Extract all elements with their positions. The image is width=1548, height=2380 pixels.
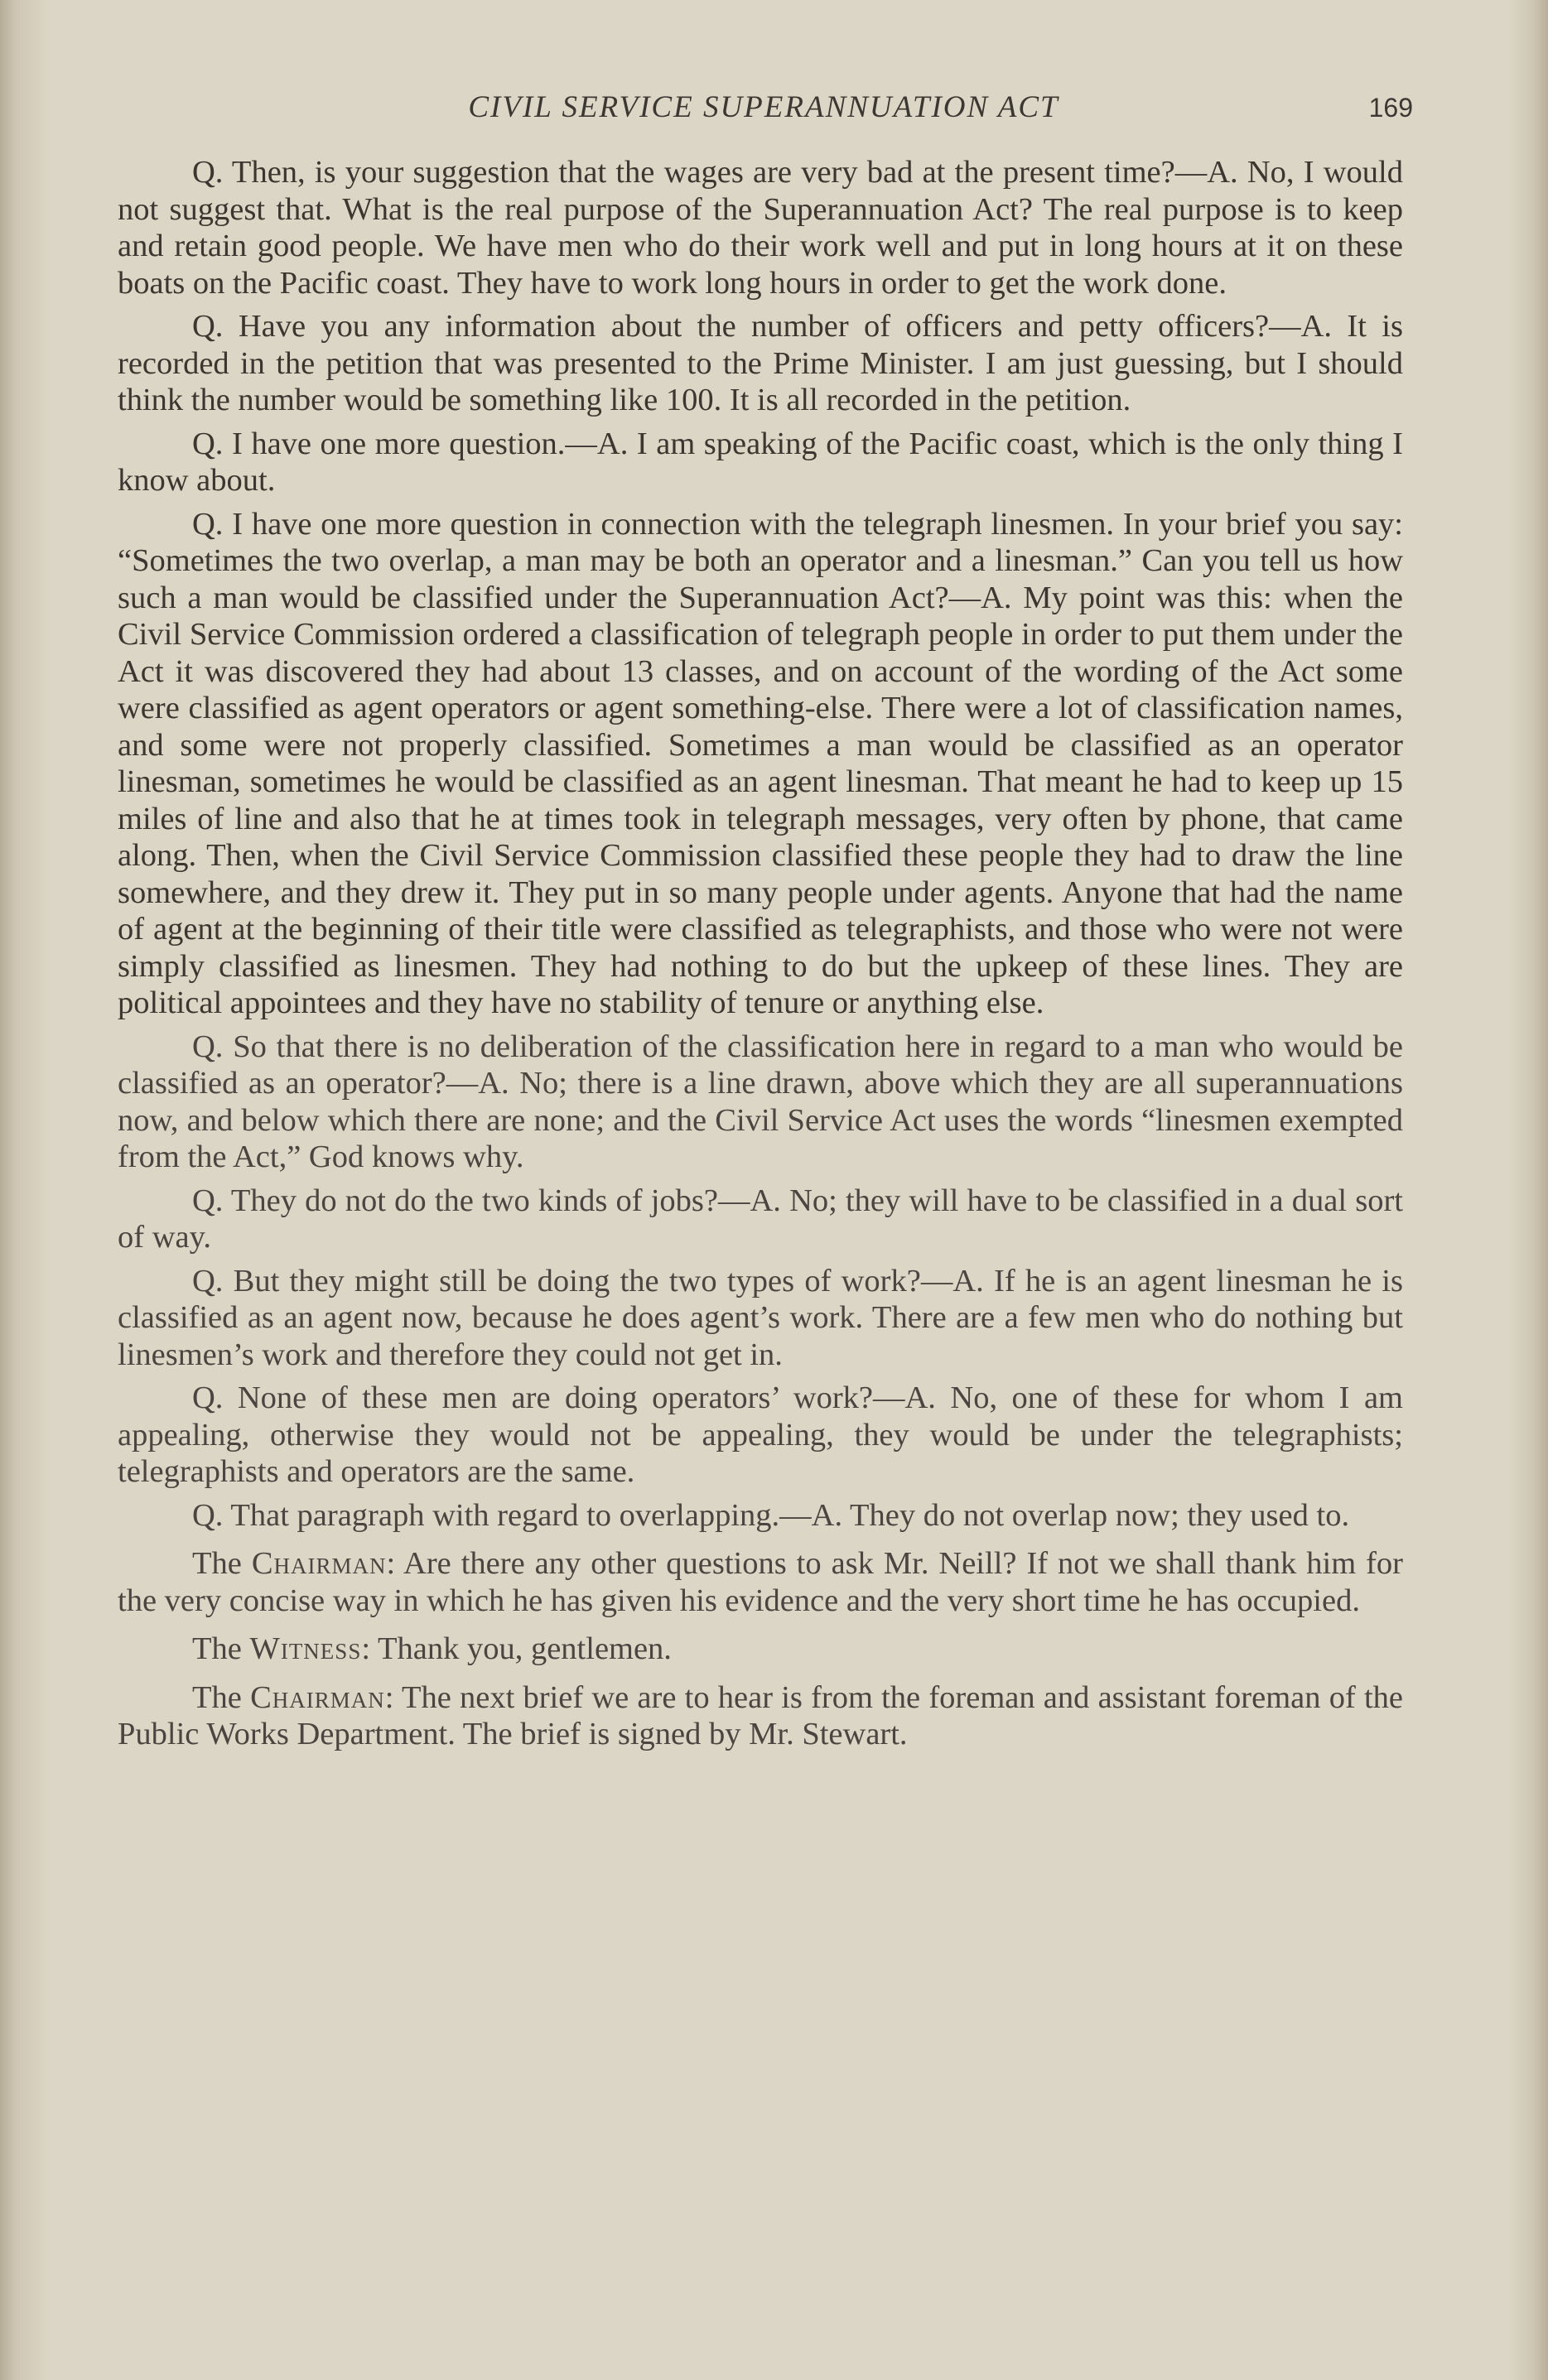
- speaker-colon: :: [386, 1546, 396, 1581]
- paragraph-officers-question: Q. Have you any information about the number of officers and petty officers?—A. It is recorded in the petition that was presented to the Prime Minister. I am just guessing, but I should think the number would be something like 100. It is all recorded in the petition.: [118, 309, 1403, 417]
- paragraph-two-kinds-of-jobs: Q. They do not do the two kinds of jobs?—A. No; they will have to be classified in a dual sort of way.: [118, 1183, 1403, 1255]
- body-text: [118, 154, 1403, 1760]
- paragraph-telegraph-linesmen: Q. I have one more question in connection with the telegraph linesmen. In your brief you say: “Sometimes the two overlap, a man may be both an operator and a linesman.” Can you tell us how such a man would be classified under the Superannuation Act?—A. My point was this: when the Civil Service Commission ordered a classification of telegraph people in order to put them under the Act it was discovered they had about 13 classes, and on account of the wording of the Act some were classified as agent operators or agent something-else. There were a lot of classification names, and some were not properly classified. Sometimes a man would be classified as an operator linesman, sometimes he would be classified as an agent linesman. That meant he had to keep up 15 miles of line and also that he at times took in telegraph messages, very often by phone, that came along. Then, when the Civil Service Commission classified these people they had to draw the line somewhere, and they drew it. They put in so many people under agents. Anyone that had the name of agent at the beginning of their title were classified as telegraphists, and those who were not were simply classified as linesmen. They had nothing to do but the upkeep of these lines. They are political appointees and they have no stability of tenure or anything else.: [118, 506, 1403, 1020]
- speech-text: Are there any other questions to ask Mr. Neill? If not we shall thank him for the very concise way in which he has given his evidence and the very short time he has occupied.: [118, 1546, 1404, 1618]
- paragraph-one-more-question: Q. I have one more question.—A. I am speaking of the Pacific coast, which is the only thing I know about.: [118, 426, 1403, 498]
- page-header: [118, 83, 1413, 132]
- page-number: 169: [1368, 93, 1413, 123]
- paragraph-witness-thanks: [118, 1631, 1403, 1668]
- paragraph-two-types-of-work: Q. But they might still be doing the two types of work?—A. If he is an agent linesman he is classified as an agent now, because he does agent’s work. There are a few men who do nothing but linesmen’s work and therefore they could not get in.: [118, 1263, 1403, 1372]
- speaker-prefix: The: [192, 1546, 252, 1581]
- speech-text: Thank you, gentlemen.: [370, 1631, 672, 1666]
- speaker-colon: :: [361, 1631, 371, 1666]
- paragraph-classification-deliberation: Q. So that there is no deliberation of the classification here in regard to a man who would be classified as an operator?—A. No; there is a line drawn, above which they are all superannuations now, and below which there are none; and the Civil Service Act uses the words “linesmen exempted from the Act,” God knows why.: [118, 1029, 1403, 1174]
- paragraph-overlapping: Q. That paragraph with regard to overlapping.—A. They do not overlap now; they used to.: [192, 1497, 1350, 1533]
- speech-text: The next brief we are to hear is from the foreman and assistant foreman of the Public Works Department. The brief is signed by Mr. Stewart.: [118, 1679, 1403, 1751]
- running-title: CIVIL SERVICE SUPERANNUATION ACT: [468, 90, 1059, 124]
- speaker-name: Chairman: [250, 1679, 385, 1715]
- paragraph-wages-question: Q. Then, is your suggestion that the wages are very bad at the present time?—A. No, I would not suggest that. What is the real purpose of the Superannuation Act? The real purpose is to keep and retain good people. We have men who do their work well and put in long hours at it on these boats on the Pacific coast. They have to work long hours in order to get the work done.: [118, 155, 1403, 301]
- speaker-prefix: The: [192, 1631, 250, 1666]
- speaker-prefix: The: [192, 1679, 251, 1715]
- speaker-colon: :: [384, 1679, 394, 1715]
- speaker-name: Chairman: [251, 1546, 387, 1581]
- speaker-name: Witness: [249, 1631, 362, 1666]
- paragraph-chairman-remarks: [118, 1545, 1403, 1619]
- paragraph-operators-work: Q. None of these men are doing operators’ work?—A. No, one of these for whom I am appealing, otherwise they would not be appealing, they would be under the telegraphists; telegraphists and operators are the same.: [118, 1380, 1403, 1489]
- paragraph-next-brief: [118, 1679, 1403, 1753]
